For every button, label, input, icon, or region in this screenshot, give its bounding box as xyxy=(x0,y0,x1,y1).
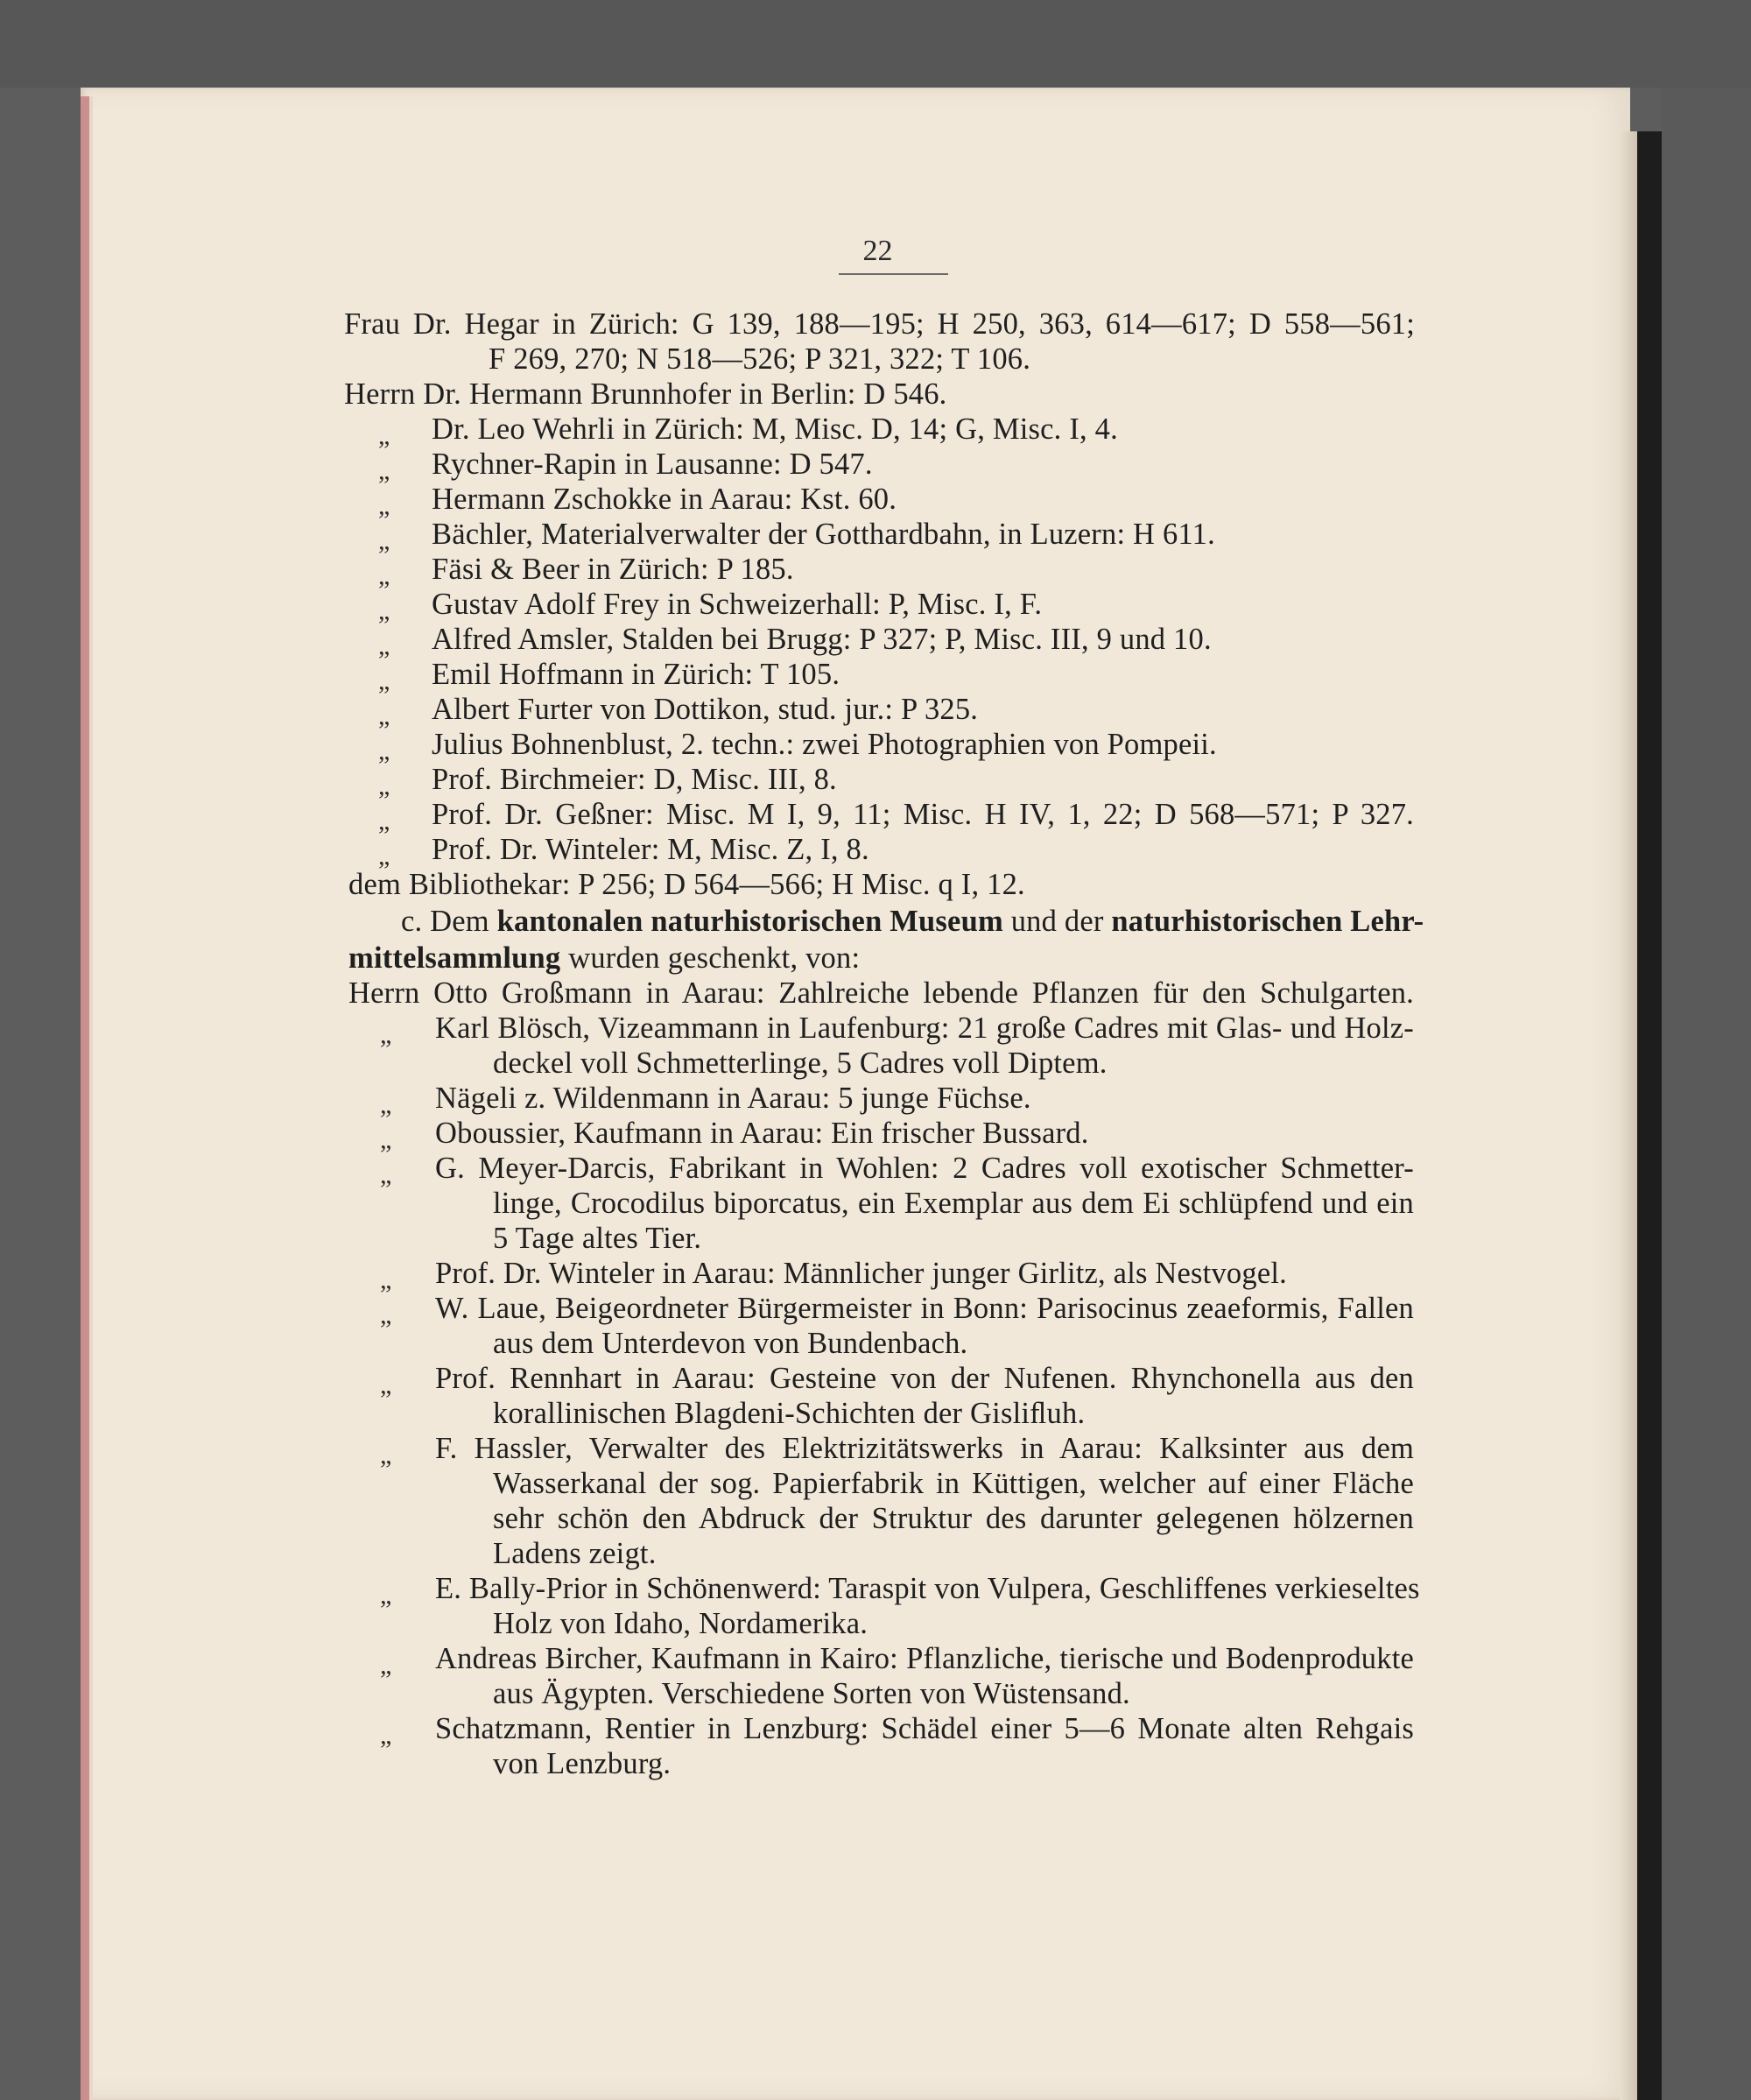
ditto-mark: „ xyxy=(378,631,390,660)
text-line: Prof. Birchmeier: D, Misc. III, 8. xyxy=(432,763,837,796)
section-c-heading: c. Dem kantonalen naturhistorischen Museum und der naturhistorischen Lehr- xyxy=(401,905,1424,938)
text-line: linge, Crocodilus biporcatus, ein Exemplar aus dem Ei schlüpfend und ein xyxy=(493,1187,1414,1220)
ditto-mark: „ xyxy=(380,1300,392,1329)
text-line: Ladens zeigt. xyxy=(493,1537,657,1570)
text-line: Karl Blösch, Vizeammann in Laufenburg: 21 große Cadres mit Glas- und Holz- xyxy=(435,1011,1414,1045)
ditto-mark: „ xyxy=(378,596,390,625)
scan-background-top xyxy=(0,0,1751,88)
page-number-rule xyxy=(839,273,948,275)
ditto-mark: „ xyxy=(378,561,390,590)
text-line: deckel voll Schmetterlinge, 5 Cadres voll Diptem. xyxy=(493,1046,1108,1080)
text-line: aus Ägypten. Verschiedene Sorten von Wüstensand. xyxy=(493,1677,1130,1710)
ditto-mark: „ xyxy=(380,1020,392,1049)
ditto-mark: „ xyxy=(380,1721,392,1750)
section-c-heading-cont: mittelsammlung wurden geschenkt, von: xyxy=(348,941,861,975)
text-line: von Lenzburg. xyxy=(493,1747,672,1780)
page-edge-left-inner xyxy=(89,96,93,2100)
text-line: Fäsi & Beer in Zürich: P 185. xyxy=(432,553,794,586)
text-line: E. Bally-Prior in Schönenwerd: Taraspit von Vulpera, Geschliffenes verkieseltes xyxy=(435,1572,1420,1605)
bold-term: naturhistorischen Lehr- xyxy=(1111,905,1424,938)
text-line: Schatzmann, Rentier in Lenzburg: Schädel einer 5—6 Monate alten Rehgais xyxy=(435,1712,1414,1745)
ditto-mark: „ xyxy=(378,772,390,800)
bold-term: mittelsammlung xyxy=(348,941,561,975)
text-line: F. Hassler, Verwalter des Elektrizitätswerks in Aarau: Kalksinter aus dem xyxy=(435,1432,1414,1465)
text-line: G. Meyer-Darcis, Fabrikant in Wohlen: 2 Cadres voll exotischer Schmetter- xyxy=(435,1152,1414,1185)
text-line: Emil Hoffmann in Zürich: T 105. xyxy=(432,658,840,691)
ditto-mark: „ xyxy=(380,1581,392,1610)
bold-term: kantonalen naturhistorischen Museum xyxy=(496,905,1003,938)
text-line: aus dem Unterdevon von Bundenbach. xyxy=(493,1327,968,1360)
ditto-mark: „ xyxy=(380,1371,392,1399)
ditto-mark: „ xyxy=(380,1125,392,1154)
text-line: Prof. Dr. Winteler in Aarau: Männlicher junger Girlitz, als Nestvogel. xyxy=(435,1257,1287,1290)
text-line: dem Bibliothekar: P 256; D 564—566; H Misc. q I, 12. xyxy=(348,868,1025,901)
page-edge-left xyxy=(81,96,89,2100)
ditto-mark: „ xyxy=(378,491,390,520)
ditto-mark: „ xyxy=(380,1441,392,1469)
ditto-mark: „ xyxy=(380,1160,392,1189)
ditto-mark: „ xyxy=(378,421,390,450)
text-line: Frau Dr. Hegar in Zürich: G 139, 188—195; H 250, 363, 614—617; D 558—561; xyxy=(344,307,1415,341)
ditto-mark: „ xyxy=(378,456,390,485)
text-line: Bächler, Materialverwalter der Gotthardbahn, in Luzern: H 611. xyxy=(432,518,1215,551)
text-line: Dr. Leo Wehrli in Zürich: M, Misc. D, 14; G, Misc. I, 4. xyxy=(432,412,1118,446)
ditto-mark: „ xyxy=(380,1651,392,1680)
text-line: Oboussier, Kaufmann in Aarau: Ein frischer Bussard. xyxy=(435,1117,1089,1150)
ditto-mark: „ xyxy=(380,1265,392,1294)
text-line: Holz von Idaho, Nordamerika. xyxy=(493,1607,868,1640)
text-line: Herrn Dr. Hermann Brunnhofer in Berlin: D 546. xyxy=(344,377,947,411)
binding-strip xyxy=(1637,131,1662,2100)
ditto-mark: „ xyxy=(378,701,390,730)
text-line: korallinischen Blagdeni-Schichten der Gisliﬂuh. xyxy=(493,1397,1086,1430)
text-line: Wasserkanal der sog. Papierfabrik in Küttigen, welcher auf einer Fläche xyxy=(493,1467,1414,1500)
text-line: Gustav Adolf Frey in Schweizerhall: P, Misc. I, F. xyxy=(432,588,1043,621)
text-line: Prof. Dr. Winteler: M, Misc. Z, I, 8. xyxy=(432,833,869,866)
text-line: Herrn Otto Großmann in Aarau: Zahlreiche lebende Pflanzen für den Schulgarten. xyxy=(348,976,1414,1010)
ditto-mark: „ xyxy=(378,736,390,765)
ditto-mark: „ xyxy=(378,842,390,870)
page-gutter-right xyxy=(1620,131,1637,2100)
text-line: Albert Furter von Dottikon, stud. jur.: P 325. xyxy=(432,693,979,726)
text-line: Prof. Dr. Geßner: Misc. M I, 9, 11; Misc. H IV, 1, 22; D 568—571; P 327. xyxy=(432,798,1414,831)
text-line: sehr schön den Abdruck der Struktur des darunter gelegenen hölzernen xyxy=(493,1502,1414,1535)
text-line: 5 Tage altes Tier. xyxy=(493,1222,702,1255)
ditto-mark: „ xyxy=(378,666,390,695)
ditto-mark: „ xyxy=(380,1090,392,1119)
text-line: W. Laue, Beigeordneter Bürgermeister in Bonn: Parisocinus zeaeformis, Fallen xyxy=(435,1292,1414,1325)
page-number: 22 xyxy=(862,235,893,267)
text-line: Hermann Zschokke in Aarau: Kst. 60. xyxy=(432,483,897,516)
text-line: Andreas Bircher, Kaufmann in Kairo: Pflanzliche, tierische und Bodenprodukte xyxy=(435,1642,1414,1675)
text-line: Rychner-Rapin in Lausanne: D 547. xyxy=(432,447,873,481)
text-line: Alfred Amsler, Stalden bei Brugg: P 327; P, Misc. III, 9 und 10. xyxy=(432,623,1212,656)
text-line: F 269, 270; N 518—526; P 321, 322; T 106. xyxy=(489,342,1031,376)
ditto-mark: „ xyxy=(378,807,390,835)
scan-background-right xyxy=(1662,88,1751,2100)
text-line: Prof. Rennhart in Aarau: Gesteine von der Nufenen. Rhynchonella aus den xyxy=(435,1362,1414,1395)
ditto-mark: „ xyxy=(378,526,390,555)
text-line: Nägeli z. Wildenmann in Aarau: 5 junge Füchse. xyxy=(435,1082,1031,1115)
text-line: Julius Bohnenblust, 2. techn.: zwei Photographien von Pompeii. xyxy=(432,728,1217,761)
